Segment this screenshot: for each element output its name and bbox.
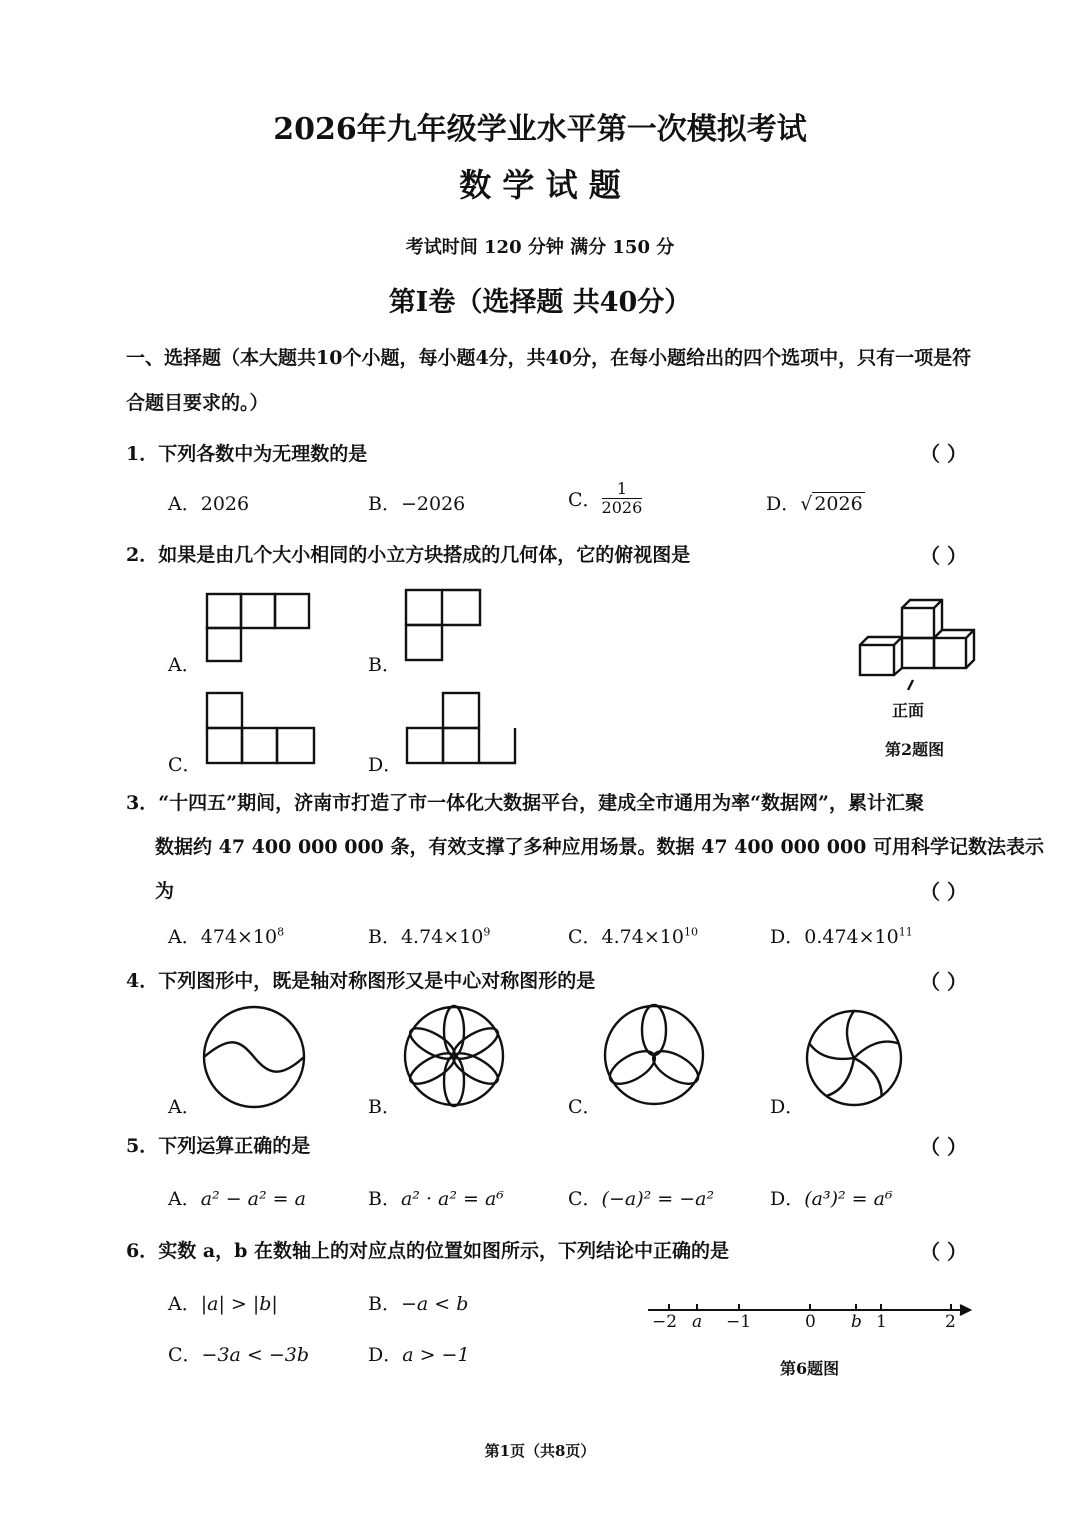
answer-paren: （ ） [920, 544, 967, 568]
option-base: 0.474×10 [804, 926, 899, 948]
axis-label-b: b [851, 1312, 862, 1332]
option-exponent: 10 [683, 925, 698, 939]
instructions-line2: 合题目要求的。） [126, 392, 269, 414]
option-label: C． [168, 1344, 202, 1366]
question-stem: 下列各数中为无理数的是 [158, 443, 368, 465]
option-exponent: 8 [277, 925, 285, 939]
option-label: B． [368, 1188, 401, 1210]
q6-option-d [368, 1340, 470, 1367]
option-label: C． [568, 926, 602, 948]
option-text: 2026 [200, 493, 250, 515]
answer-paren: （ ） [920, 442, 967, 466]
question-stem: 实数 a，b 在数轴上的对应点的位置如图所示，下列结论中正确的是 [158, 1240, 730, 1262]
answer-paren: （ ） [920, 1135, 967, 1159]
numerator: 1 [602, 480, 643, 499]
q4-label-c: C． [568, 1096, 602, 1118]
option-text: −2026 [400, 493, 466, 515]
option-text: a > −1 [402, 1344, 470, 1366]
axis-label-neg1: −1 [726, 1312, 752, 1332]
q4-label-b: B． [368, 1096, 401, 1118]
axis-label-1: 1 [876, 1312, 887, 1332]
sqrt-icon: √ [800, 493, 813, 515]
option-label: D． [766, 493, 801, 515]
option-base: 4.74×10 [400, 926, 484, 948]
option-label: B． [368, 493, 401, 515]
axis-label-0: 0 [805, 1312, 816, 1332]
instructions-line1: 一、选择题（本大题共10个小题，每小题4分，共40分，在每小题给出的四个选项中，只有一项是符 [126, 347, 972, 369]
q2-label-d: D． [368, 754, 403, 776]
question-stem: 下列运算正确的是 [158, 1135, 311, 1157]
option-label: D． [368, 1344, 403, 1366]
question-number: 1． [126, 443, 159, 465]
axis-label-2: 2 [945, 1312, 956, 1332]
option-text: (−a)² = −a² [601, 1188, 715, 1210]
section-title: 第Ⅰ卷（选择题 共40分） [388, 287, 692, 318]
question-number: 5． [126, 1135, 159, 1157]
q4-label-a: A． [168, 1096, 201, 1118]
option-exponent: 11 [898, 925, 913, 939]
option-text: |a| > |b| [200, 1293, 278, 1315]
option-text: (a³)² = a⁶ [804, 1188, 893, 1210]
question-number: 2． [126, 544, 159, 566]
option-label: B． [368, 1293, 401, 1315]
subject-title: 数 学 试 题 [459, 166, 621, 204]
option-text: −3a < −3b [201, 1344, 310, 1366]
option-label: A． [168, 1188, 201, 1210]
option-label: C． [568, 489, 602, 511]
q6-figure-caption: 第6题图 [780, 1359, 840, 1378]
question-stem: 下列图形中，既是轴对称图形又是中心对称图形的是 [158, 970, 596, 992]
question-number: 4． [126, 970, 159, 992]
answer-paren: （ ） [920, 880, 967, 904]
q2-label-a: A． [168, 654, 201, 676]
answer-paren: （ ） [920, 1240, 967, 1264]
question-3-line3: 为 [155, 880, 175, 902]
answer-paren: （ ） [920, 970, 967, 994]
q2-figure-caption: 第2题图 [885, 740, 945, 759]
question-stem: 如果是由几个大小相同的小立方块搭成的几何体，它的俯视图是 [158, 544, 691, 566]
q6-option-c [168, 1340, 309, 1367]
option-label: A． [168, 493, 201, 515]
axis-label-a: a [692, 1312, 703, 1332]
option-base: 4.74×10 [601, 926, 684, 948]
option-text: −a < b [400, 1293, 469, 1315]
q2-front-label: 正面 [892, 701, 925, 720]
option-label: A． [168, 926, 201, 948]
exam-title: 2026年九年级学业水平第一次模拟考试 [273, 112, 807, 147]
option-exponent: 9 [483, 925, 491, 939]
q4-label-d: D． [770, 1096, 805, 1118]
radicand: 2026 [814, 493, 863, 515]
option-label: D． [770, 926, 805, 948]
question-3-line2: 数据约 47 400 000 000 条，有效支撑了多种应用场景。数据 47 400 000 000 可用科学记数法表示 [155, 836, 1044, 858]
option-label: A． [168, 1293, 201, 1315]
option-label: B． [368, 926, 401, 948]
exam-info: 考试时间 120 分钟 满分 150 分 [405, 237, 675, 258]
q2-label-b: B． [368, 654, 401, 676]
axis-label-neg2: −2 [652, 1312, 678, 1332]
denominator: 2026 [601, 498, 643, 517]
question-number: 3． [126, 792, 159, 814]
question-number: 6． [126, 1240, 159, 1262]
option-label: D． [770, 1188, 805, 1210]
question-stem-line1: “十四五”期间，济南市打造了市一体化大数据平台，建成全市通用为率“数据网”，累计汇聚 [158, 792, 924, 814]
q2-label-c: C． [168, 754, 202, 776]
page-footer: 第1页（共8页） [484, 1442, 596, 1460]
option-text: a² · a² = a⁶ [400, 1188, 504, 1210]
option-base: 474×10 [200, 926, 278, 948]
option-label: C． [568, 1188, 602, 1210]
option-text: a² − a² = a [200, 1188, 306, 1210]
